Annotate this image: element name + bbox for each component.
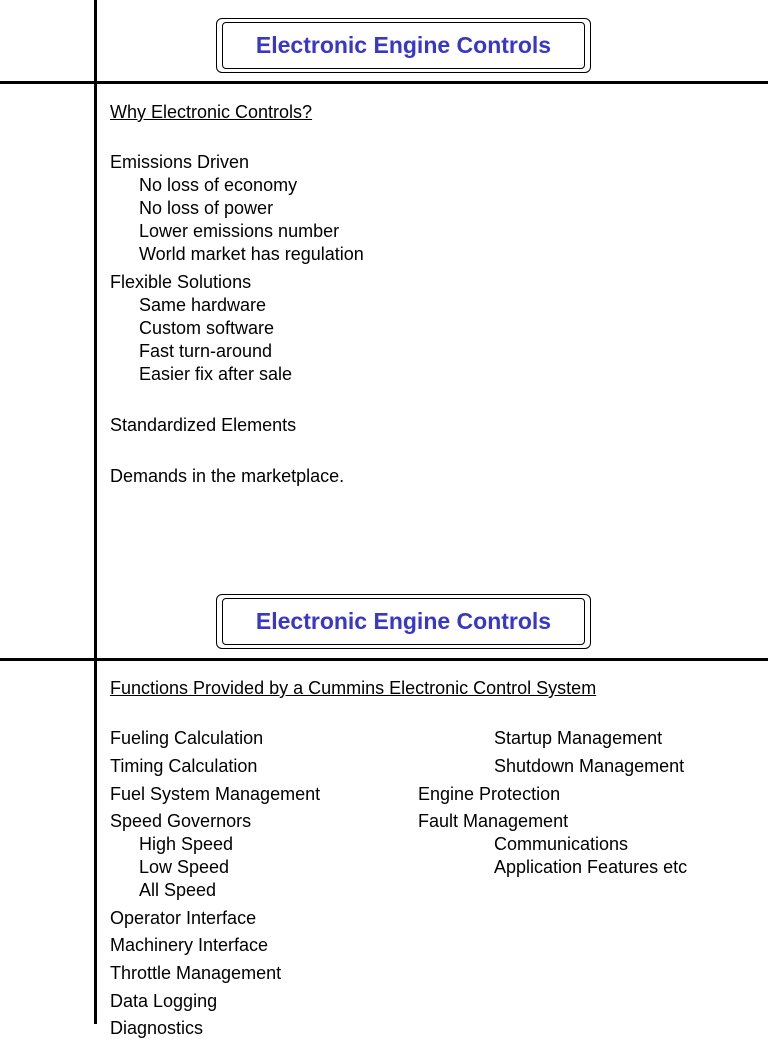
list-subitem: Easier fix after sale [139, 364, 293, 384]
list-item: Fault Management [418, 811, 569, 831]
list-item: Throttle Management [110, 963, 282, 983]
list-item: Machinery Interface [110, 935, 269, 955]
list-subitem: Custom software [139, 318, 275, 338]
slide2-header-divider [0, 658, 768, 661]
list-item: Data Logging [110, 991, 218, 1011]
list-subitem: Shutdown Management [494, 756, 685, 776]
slide2-title: Electronic Engine Controls [255, 608, 552, 634]
list-subitem: Same hardware [139, 295, 267, 315]
list-item: Diagnostics [110, 1018, 204, 1038]
list-subitem: Low Speed [139, 857, 230, 877]
list-subitem: High Speed [139, 834, 234, 854]
list-subitem: Fast turn-around [139, 341, 273, 361]
slide1-title: Electronic Engine Controls [255, 32, 552, 58]
list-item: Operator Interface [110, 908, 257, 928]
list-subitem: All Speed [139, 880, 217, 900]
list-item: Fuel System Management [110, 784, 321, 804]
list-subitem: Lower emissions number [139, 221, 340, 241]
list-item: Flexible Solutions [110, 272, 252, 292]
list-item: Engine Protection [418, 784, 561, 804]
list-item: Standardized Elements [110, 415, 297, 435]
list-subitem: Application Features etc [494, 857, 688, 877]
list-subitem: No loss of economy [139, 175, 298, 195]
list-subitem: World market has regulation [139, 244, 364, 264]
list-subitem: Startup Management [494, 728, 663, 748]
list-item: Emissions Driven [110, 152, 250, 172]
list-item: Speed Governors [110, 811, 252, 831]
list-item: Fueling Calculation [110, 728, 264, 748]
slide1-header-divider [0, 81, 768, 84]
list-subitem: Communications [494, 834, 629, 854]
slide1-heading: Why Electronic Controls? [110, 102, 313, 122]
list-item: Demands in the marketplace. [110, 466, 345, 486]
list-item: Timing Calculation [110, 756, 258, 776]
slide1-title-box [216, 18, 591, 73]
left-margin-line [94, 0, 97, 1024]
list-subitem: No loss of power [139, 198, 274, 218]
slide2-heading: Functions Provided by a Cummins Electronic Control System [110, 678, 597, 698]
slide2-title-box [216, 594, 591, 649]
